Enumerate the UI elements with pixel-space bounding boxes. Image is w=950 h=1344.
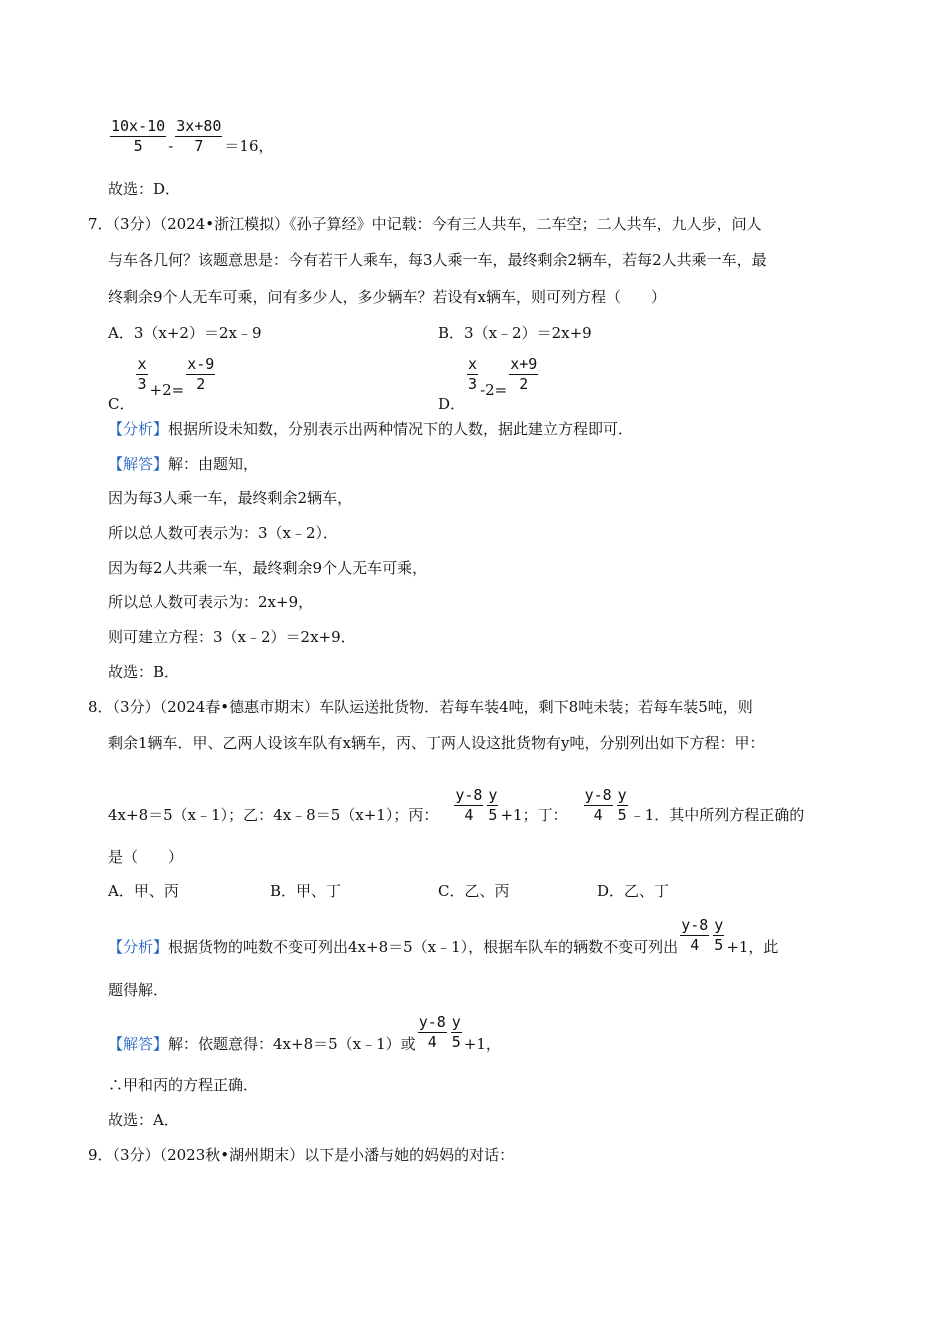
fraction: $\frac{y}{5}$ bbox=[488, 786, 498, 824]
q7-solution-step2: 所以总人数可表示为：3（x﹣2）． bbox=[108, 524, 339, 542]
q8-solution: 【解答】解：依题意得：4x+8＝5（x﹣1）或 $\frac{y-8}{4}$ $\frac{y}{5}$ +1， bbox=[108, 1013, 501, 1053]
q7-option-b: B．3（x﹣2）＝2x+9 bbox=[438, 324, 592, 342]
q8-stem-line4: 是（ ） bbox=[108, 848, 184, 866]
q8-stem-line3: 4x+8＝5（x﹣1）；乙：4x﹣8＝5（x+1）；丙： $\frac{y-8}{4}$ $\frac{y}{5}$ +1；丁： $\frac{y-8}{4}$ $\frac{y}{5}$ ﹣1．其中所列方程正确的 bbox=[108, 786, 805, 824]
q8-option-d: D．乙、丁 bbox=[597, 882, 670, 900]
q8-stem-line1: 8．（3分）（2024春•德惠市期末）车队运送批货物．若每车装4吨，剩下8吨未装；若每车装5吨，则 bbox=[88, 698, 753, 716]
q7-solution-step4: 所以总人数可表示为：2x+9， bbox=[108, 593, 314, 611]
q7-analysis: 【分析】根据所设未知数，分别表示出两种情况下的人数，据此建立方程即可． bbox=[108, 420, 634, 438]
q7-solution-step1: 因为每3人乘一车，最终剩余2辆车， bbox=[108, 489, 353, 507]
q6-answer: 故选：D． bbox=[108, 180, 181, 198]
fraction: $\frac{y-8}{4}$ bbox=[418, 1013, 446, 1051]
fraction: $\frac{x-9}{2}$ bbox=[187, 355, 215, 393]
q8-option-a: A．甲、丙 bbox=[108, 882, 179, 900]
q7-stem-line1: 7．（3分）（2024•浙江模拟）《孙子算经》中记载：今有三人共车，二车空；二人共车，九人步，问人 bbox=[88, 215, 762, 233]
q7-solution: 【解答】解：由题知， bbox=[108, 455, 259, 473]
fraction: $\frac{x}{3}$ bbox=[468, 355, 478, 393]
fraction: $\frac{y}{5}$ bbox=[451, 1013, 461, 1051]
q7-option-c: C． $\frac{x}{3}$ +2= $\frac{x-9}{2}$ bbox=[108, 355, 215, 413]
q8-analysis-line2: 题得解． bbox=[108, 981, 169, 999]
q9-stem-line1: 9．（3分）（2023秋•湖州期末）以下是小潘与她的妈妈的对话： bbox=[88, 1146, 515, 1164]
fraction: $\frac{y-8}{4}$ bbox=[584, 786, 612, 824]
q7-solution-step5: 则可建立方程：3（x﹣2）＝2x+9． bbox=[108, 628, 356, 646]
q7-stem-line2: 与车各几何？该题意思是：今有若干人乘车，每3人乘一车，最终剩余2辆车，若每2人共乘一车，最 bbox=[108, 251, 767, 269]
fraction: $\frac{y-8}{4}$ bbox=[681, 916, 709, 954]
fraction: $\frac{y}{5}$ bbox=[714, 916, 724, 954]
q8-stem-line2: 剩余1辆车．甲、乙两人设该车队有x辆车，丙、丁两人设这批货物有y吨，分别列出如下方程：甲： bbox=[108, 734, 765, 752]
q7-answer: 故选：B． bbox=[108, 663, 180, 681]
solution-tag: 【解答】 bbox=[108, 1034, 169, 1053]
q8-option-b: B．甲、丁 bbox=[270, 882, 342, 900]
fraction: $\frac{x+9}{2}$ bbox=[510, 355, 538, 393]
q8-solution-step1: ∴甲和丙的方程正确． bbox=[108, 1076, 259, 1094]
fraction: $\frac{x}{3}$ bbox=[137, 355, 147, 393]
solution-tag: 【解答】 bbox=[108, 455, 169, 473]
fraction: $\frac{y-8}{4}$ bbox=[455, 786, 483, 824]
fraction: $\frac{3x+80}{7}$ bbox=[176, 117, 222, 155]
q7-stem-line3: 终剩余9个人无车可乘，问有多少人，多少辆车？若设有x辆车，则可列方程（ ） bbox=[108, 288, 667, 306]
fraction: $\frac{y}{5}$ bbox=[617, 786, 627, 824]
q8-answer: 故选：A． bbox=[108, 1111, 179, 1129]
analysis-tag: 【分析】 bbox=[108, 420, 169, 438]
q8-option-c: C．乙、丙 bbox=[438, 882, 510, 900]
analysis-tag: 【分析】 bbox=[108, 937, 169, 956]
q7-solution-step3: 因为每2人共乘一车，最终剩余9个人无车可乘， bbox=[108, 559, 428, 577]
q8-analysis: 【分析】根据货物的吨数不变可列出4x+8＝5（x﹣1），根据车队车的辆数不变可列出 $\frac{y-8}{4}$ $\frac{y}{5}$ +1，此 bbox=[108, 916, 779, 956]
q7-option-d: D． $\frac{x}{3}$ -2= $\frac{x+9}{2}$ bbox=[438, 355, 538, 413]
q6-equation: $\frac{10x-10}{5}$ - $\frac{3x+80}{7}$ ＝16， bbox=[111, 117, 274, 155]
fraction: $\frac{10x-10}{5}$ bbox=[111, 117, 166, 155]
q7-option-a: A．3（x+2）＝2x﹣9 bbox=[108, 324, 262, 342]
